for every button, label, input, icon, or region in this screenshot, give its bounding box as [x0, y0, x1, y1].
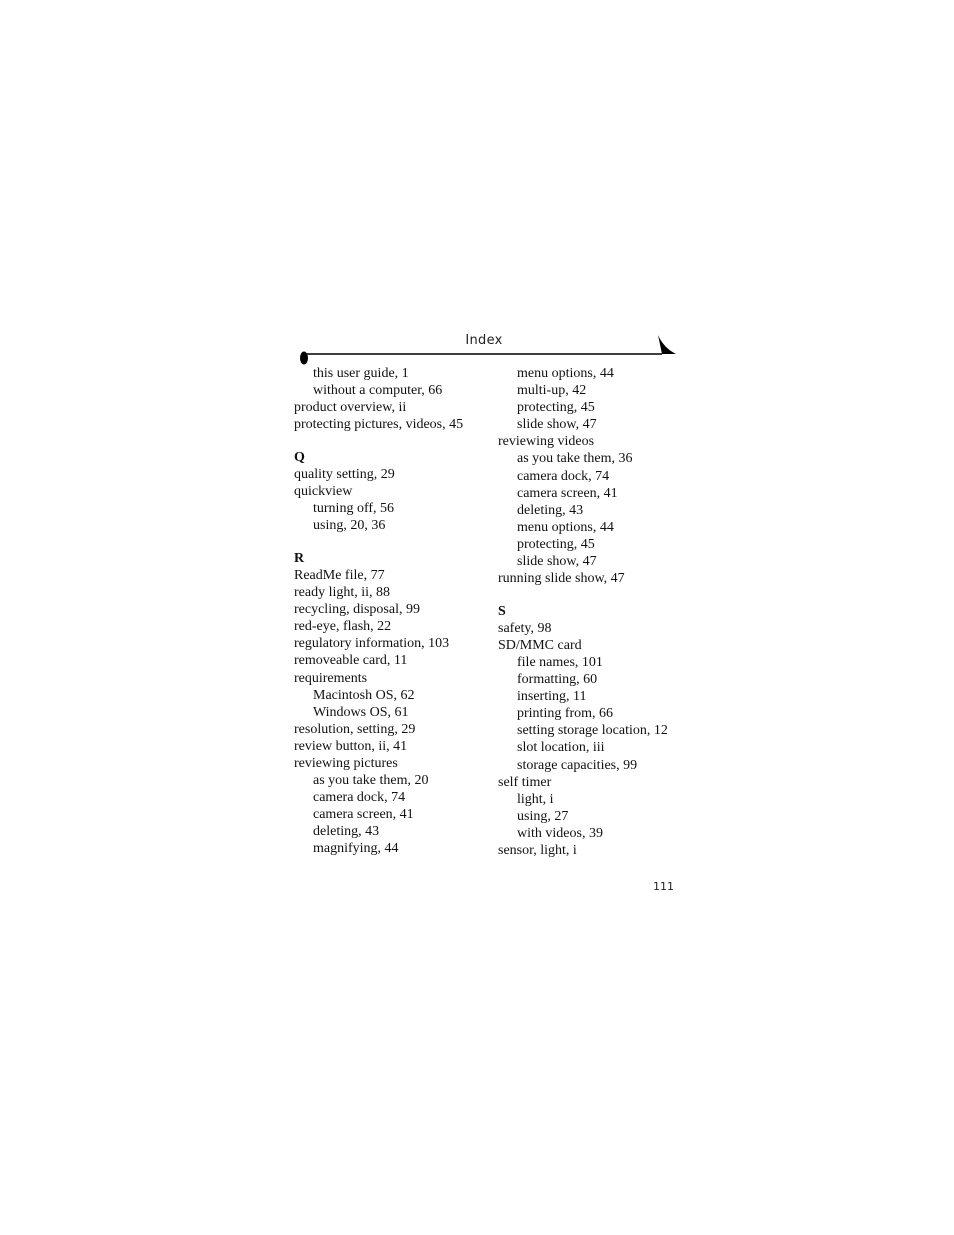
index-subentry: storage capacities, 99	[517, 757, 638, 773]
index-subentry: protecting, 45	[517, 536, 595, 552]
section-gap	[294, 534, 494, 550]
index-entry: ReadMe file, 77	[294, 567, 385, 583]
index-subentry: protecting, 45	[517, 400, 595, 416]
index-subentry: as you take them, 36	[517, 451, 633, 467]
section-letter: Q	[294, 449, 305, 465]
index-subentry: printing from, 66	[517, 706, 614, 722]
index-subentry: light, i	[517, 791, 554, 807]
index-subentry: camera dock, 74	[313, 790, 406, 806]
index-column-right	[498, 365, 678, 859]
index-subentry: slide show, 47	[517, 554, 597, 570]
index-subentry: deleting, 43	[517, 502, 584, 518]
index-entry: running slide show, 47	[498, 571, 625, 587]
page-number: 111	[653, 880, 674, 893]
index-subentry: Windows OS, 61	[313, 704, 409, 720]
index-entry: ready light, ii, 88	[294, 585, 391, 601]
index-entry: self timer	[498, 774, 552, 790]
index-entry: review button, ii, 41	[294, 738, 408, 754]
index-subentry: menu options, 44	[517, 366, 614, 381]
header-rule	[296, 332, 680, 368]
section-letter: R	[294, 550, 305, 566]
index-entry: recycling, disposal, 99	[294, 602, 420, 618]
index-subentry: without a computer, 66	[313, 383, 443, 399]
index-subentry: slot location, iii	[517, 740, 605, 756]
index-entry: protecting pictures, videos, 45	[294, 417, 464, 433]
index-subentry: formatting, 60	[517, 672, 598, 688]
index-column-left	[294, 365, 494, 858]
index-entry: removeable card, 11	[294, 653, 408, 669]
index-entry: quickview	[294, 484, 353, 500]
section-gap	[498, 587, 678, 603]
index-subentry: camera dock, 74	[517, 468, 610, 484]
section-letter: S	[498, 603, 506, 619]
index-subentry: camera screen, 41	[313, 807, 414, 823]
index-entry: regulatory information, 103	[294, 636, 450, 652]
index-subentry: this user guide, 1	[313, 366, 409, 381]
index-entry: resolution, setting, 29	[294, 721, 416, 737]
index-subentry: using, 27	[517, 808, 569, 824]
index-entry: reviewing pictures	[294, 755, 398, 771]
index-entry: product overview, ii	[294, 400, 407, 416]
index-entry: quality setting, 29	[294, 466, 395, 482]
index-entry: sensor, light, i	[498, 843, 577, 859]
index-entry: red-eye, flash, 22	[294, 619, 392, 635]
index-subentry: multi-up, 42	[517, 383, 587, 399]
index-subentry: as you take them, 20	[313, 773, 429, 789]
index-subentry: using, 20, 36	[313, 518, 386, 534]
index-subentry: file names, 101	[517, 655, 603, 670]
index-entry: safety, 98	[498, 620, 552, 636]
index-subentry: camera screen, 41	[517, 485, 618, 501]
index-subentry: deleting, 43	[313, 824, 380, 840]
index-subentry: inserting, 11	[517, 689, 587, 705]
index-entry: requirements	[294, 670, 368, 686]
index-subentry: magnifying, 44	[313, 841, 399, 857]
index-subentry: setting storage location, 12	[517, 723, 668, 739]
index-entry: reviewing videos	[498, 434, 595, 450]
index-subentry: with videos, 39	[517, 825, 603, 841]
section-gap	[294, 433, 494, 449]
header-title: Index	[465, 333, 503, 348]
index-subentry: menu options, 44	[517, 519, 614, 535]
index-subentry: Macintosh OS, 62	[313, 687, 415, 703]
index-subentry: slide show, 47	[517, 417, 597, 433]
index-entry: SD/MMC card	[498, 637, 582, 653]
index-subentry: turning off, 56	[313, 501, 395, 517]
